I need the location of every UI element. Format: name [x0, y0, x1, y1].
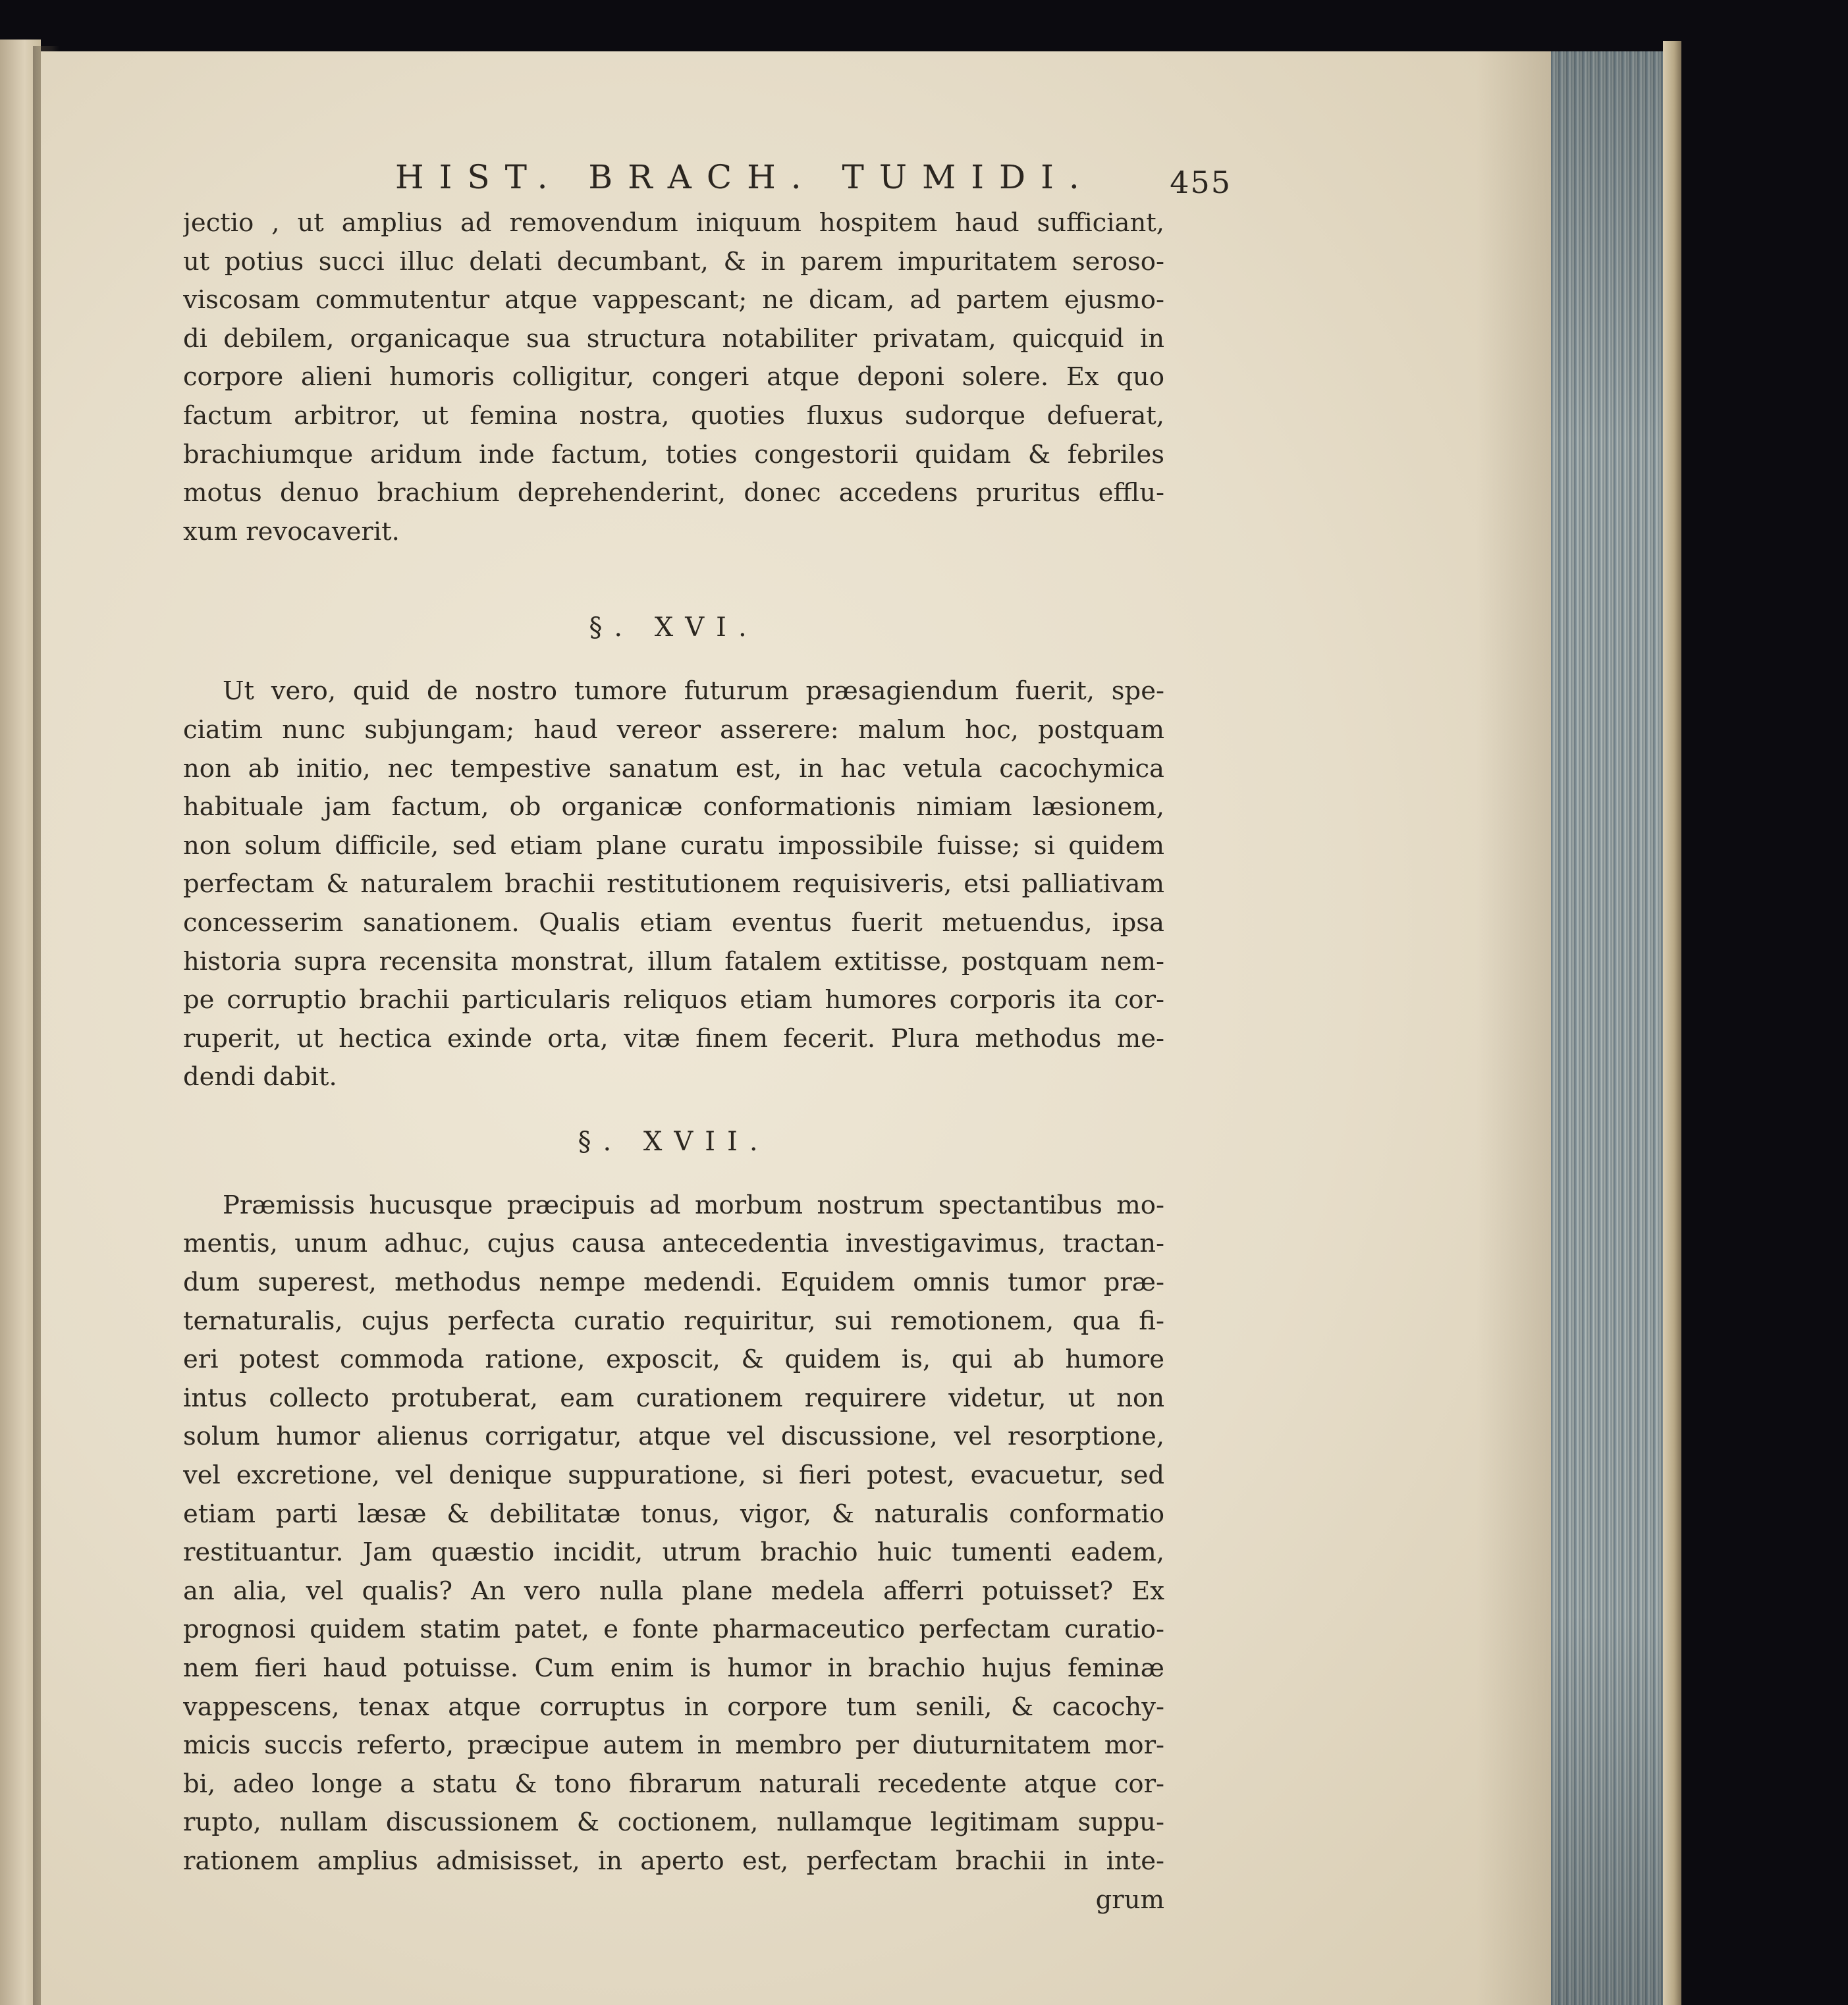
page-curve-shadow — [1477, 51, 1556, 2005]
catchword: grum — [1095, 1885, 1164, 1915]
text-block-fore-edge — [1551, 51, 1666, 2005]
book-cover-edge — [1663, 41, 1681, 2005]
text-line: intus collecto protuberat, eam curationem requirere videtur, ut non — [183, 1383, 1164, 1413]
text-block — [183, 204, 1164, 1919]
text-line: rationem amplius admisisset, in aperto est, perfectam brachii in inte- — [183, 1846, 1164, 1876]
text-line: non ab initio, nec tempestive sanatum est, in hac vetula cacochymica — [183, 753, 1164, 784]
text-line: ternaturalis, cujus perfecta curatio requiritur, sui remotionem, qua fi- — [183, 1306, 1164, 1336]
text-line: ruperit, ut hectica exinde orta, vitæ finem fecerit. Plura methodus me- — [183, 1023, 1164, 1054]
text-line: eri potest commoda ratione, exposcit, & quidem is, qui ab humore — [183, 1345, 1164, 1375]
text-line: dendi dabit. — [183, 1062, 337, 1092]
text-line: pe corruptio brachii particularis reliquos etiam humores corporis ita cor- — [183, 985, 1164, 1015]
section-16-paragraph — [183, 672, 1164, 1097]
text-line: ut potius succi illuc delati decumbant, & in parem impuritatem seroso- — [183, 246, 1164, 277]
text-line: bi, adeo longe a statu & tono fibrarum naturali recedente atque cor- — [183, 1769, 1164, 1799]
text-line: dum superest, methodus nempe medendi. Equidem omnis tumor præ- — [183, 1268, 1164, 1298]
text-line: brachiumque aridum inde factum, toties congestorii quidam & febriles — [183, 439, 1164, 469]
text-line: mentis, unum adhuc, cujus causa antecedentia investigavimus, tractan- — [183, 1229, 1164, 1259]
text-line: perfectam & naturalem brachii restitutionem requisiveris, etsi palliativam — [183, 869, 1164, 899]
text-line: jectio , ut amplius ad removendum iniquum hospitem haud sufficiant, — [183, 208, 1164, 238]
text-line: an alia, vel qualis? An vero nulla plane medela afferri potuisset? Ex — [183, 1576, 1164, 1606]
text-line: ciatim nunc subjungam; haud vereor asserere: malum hoc, postquam — [183, 714, 1164, 745]
running-head — [395, 158, 1232, 211]
text-line: habituale jam factum, ob organicæ conformationis nimiam læsionem, — [183, 792, 1164, 822]
text-line: Ut vero, quid de nostro tumore futurum præsagiendum fuerit, spe- — [223, 676, 1164, 707]
text-line: non solum difficile, sed etiam plane curatu impossibile fuisse; si quidem — [183, 830, 1164, 861]
text-line: etiam parti læsæ & debilitatæ tonus, vigor, & naturalis conformatio — [183, 1499, 1164, 1529]
section-heading-16: §. XVI. — [589, 612, 759, 643]
text-line: xum revocaverit. — [183, 516, 400, 547]
text-line: vel excretione, vel denique suppuratione, si fieri potest, evacuetur, sed — [183, 1460, 1164, 1491]
text-line: rupto, nullam discussionem & coctionem, nullamque legitimam suppu- — [183, 1807, 1164, 1838]
section-heading-17: §. XVII. — [578, 1126, 770, 1157]
text-line: micis succis referto, præcipue autem in membro per diuturnitatem mor- — [183, 1730, 1164, 1761]
text-line: nem fieri haud potuisse. Cum enim is humor in brachio hujus feminæ — [183, 1653, 1164, 1683]
text-line: motus denuo brachium deprehenderint, donec accedens pruritus efflu- — [183, 478, 1164, 508]
section-17-paragraph — [183, 1187, 1164, 1919]
text-line: vappescens, tenax atque corruptus in corpore tum senili, & cacochy- — [183, 1692, 1164, 1722]
text-line: viscosam commutentur atque vappescant; ne dicam, ad partem ejusmo- — [183, 285, 1164, 315]
text-line: prognosi quidem statim patet, e fonte pharmaceutico perfectam curatio- — [183, 1615, 1164, 1645]
text-line: di debilem, organicaque sua structura notabiliter privatam, quicquid in — [183, 323, 1164, 354]
page-number: 455 — [1170, 165, 1232, 200]
text-line: restituantur. Jam quæstio incidit, utrum brachio huic tumenti eadem, — [183, 1537, 1164, 1568]
text-line: factum arbitror, ut femina nostra, quoties fluxus sudorque defuerat, — [183, 400, 1164, 431]
text-line: solum humor alienus corrigatur, atque vel discussione, vel resorptione, — [183, 1422, 1164, 1452]
paragraph-continuation — [183, 204, 1164, 551]
text-line: concesserim sanationem. Qualis etiam eventus fuerit metuendus, ipsa — [183, 907, 1164, 938]
text-line: historia supra recensita monstrat, illum fatalem extitisse, postquam nem- — [183, 946, 1164, 976]
text-line: Præmissis hucusque præcipuis ad morbum nostrum spectantibus mo- — [223, 1190, 1164, 1220]
text-line: corpore alieni humoris colligitur, congeri atque deponi solere. Ex quo — [183, 362, 1164, 392]
running-head-title: HIST. BRACH. TUMIDI. — [395, 158, 1095, 196]
